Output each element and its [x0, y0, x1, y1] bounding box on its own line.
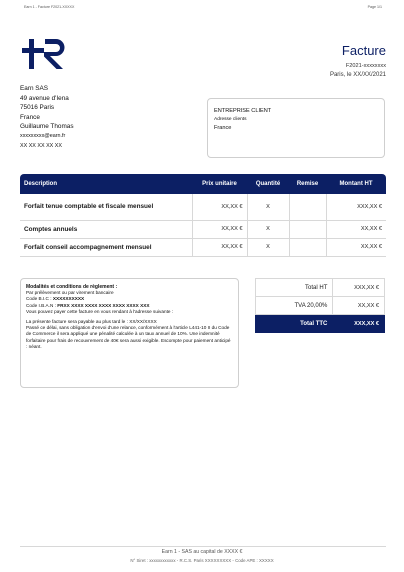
item-amount: XX,XX € [326, 220, 386, 238]
invoice-date: Paris, le XX/XX/2021 [329, 72, 386, 78]
item-discount [289, 238, 326, 256]
client-address-box [207, 98, 385, 158]
total-ht-row [256, 279, 385, 297]
terms-penalties: Passé ce délai, sans obligation d'envoi d'une relance, conformément à l'article L441-10 II du Code de Commerce il sera appliqué une pénalité calculée à un taux annuel de 10%. Une indemnité forfaitaire pour frais de recouvrement de 40€ sera aussi exigible. Escompte pour paiement anticipé : néant. [26, 325, 231, 349]
table-row [20, 220, 386, 238]
col-header-discount: Remise [289, 174, 326, 194]
payment-terms-box [20, 278, 239, 388]
footer-company-info: Earn 1 - SAS au capital de XXXX € [161, 549, 243, 555]
item-description: Forfait conseil accompagnement mensuel [20, 238, 192, 256]
item-unit-price: XX,XX € [192, 238, 247, 256]
client-name: ENTREPRISE CLIENT [214, 108, 272, 114]
col-header-quantity: Quantité [247, 174, 289, 194]
items-header-row [20, 174, 386, 194]
earn-logo [22, 38, 70, 70]
bic-value: XXXXXXXXXX [52, 296, 85, 302]
col-header-description: Description [20, 174, 192, 194]
item-discount [289, 194, 326, 220]
item-description: Comptes annuels [20, 220, 192, 238]
footer-divider [20, 546, 386, 547]
sender-phone: XX XX XX XX XX [20, 142, 62, 149]
item-quantity: X [247, 194, 289, 220]
total-ttc-label: Total TTC [256, 315, 333, 333]
total-ttc-value: XXX,XX € [333, 315, 385, 333]
header-doc-ref: Earn 1 - Facture F2021-XXXXX [24, 5, 75, 9]
item-quantity: X [247, 220, 289, 238]
total-ht-label: Total HT [256, 279, 333, 297]
table-row [20, 194, 386, 220]
terms-payment-method: Par prélèvement ou par virement bancaire [26, 290, 114, 296]
sender-email: xxxxxxxxx@earn.fr [20, 132, 66, 139]
invoice-items-table [20, 174, 386, 257]
invoice-number: F2021-xxxxxxxx [345, 63, 386, 69]
sender-address: 49 avenue d'Iena [20, 94, 69, 102]
sender-contact: Guillaume Thomas [20, 123, 74, 131]
tva-row [256, 297, 385, 315]
item-quantity: X [247, 238, 289, 256]
client-country: France [214, 125, 232, 132]
sender-country: France [20, 113, 40, 121]
item-description: Forfait tenue comptable et fiscale mensuel [20, 194, 192, 220]
col-header-unit-price: Prix unitaire [192, 174, 247, 194]
tva-label: TVA 20,00% [256, 297, 333, 315]
sender-block [20, 84, 74, 151]
item-unit-price: XX,XX € [192, 220, 247, 238]
total-ttc-row [256, 315, 385, 333]
client-address: Adresse clients [214, 116, 247, 122]
footer-legal-info: N° Siret : xxxxxxxxxxxx - R.C.S. Paris XXXXXXXXX - Code APE : XXXXX [130, 558, 274, 563]
totals-table [255, 278, 385, 333]
tva-value: XX,XX € [333, 297, 385, 315]
iban-value: FRXX XXXX XXXX XXXX XXXX XXXX XXX [57, 302, 150, 308]
sender-city: 75016 Paris [20, 104, 55, 112]
terms-title: Modalités et conditions de règlement : [26, 284, 118, 290]
iban-label: Code I.B.A.N : [26, 302, 58, 308]
page-header-bar [0, 0, 404, 14]
document-title: Facture [341, 43, 386, 58]
terms-due-date: La présente facture sera payable au plus tard le : XX/XX/XXXX [26, 319, 157, 325]
col-header-amount: Montant HT [326, 174, 386, 194]
item-discount [289, 220, 326, 238]
sender-company: Earn SAS [20, 85, 49, 92]
item-amount: XXX,XX € [326, 194, 386, 220]
bic-label: Code B.I.C : [26, 296, 53, 302]
header-page-number: Page 1/1 [367, 5, 382, 9]
total-ht-value: XXX,XX € [333, 279, 385, 297]
terms-online-payment: Vous pouvez payer cette facture en vous rendant à l'adresse suivante : [26, 308, 174, 314]
item-unit-price: XX,XX € [192, 194, 247, 220]
table-row [20, 238, 386, 256]
item-amount: XX,XX € [326, 238, 386, 256]
